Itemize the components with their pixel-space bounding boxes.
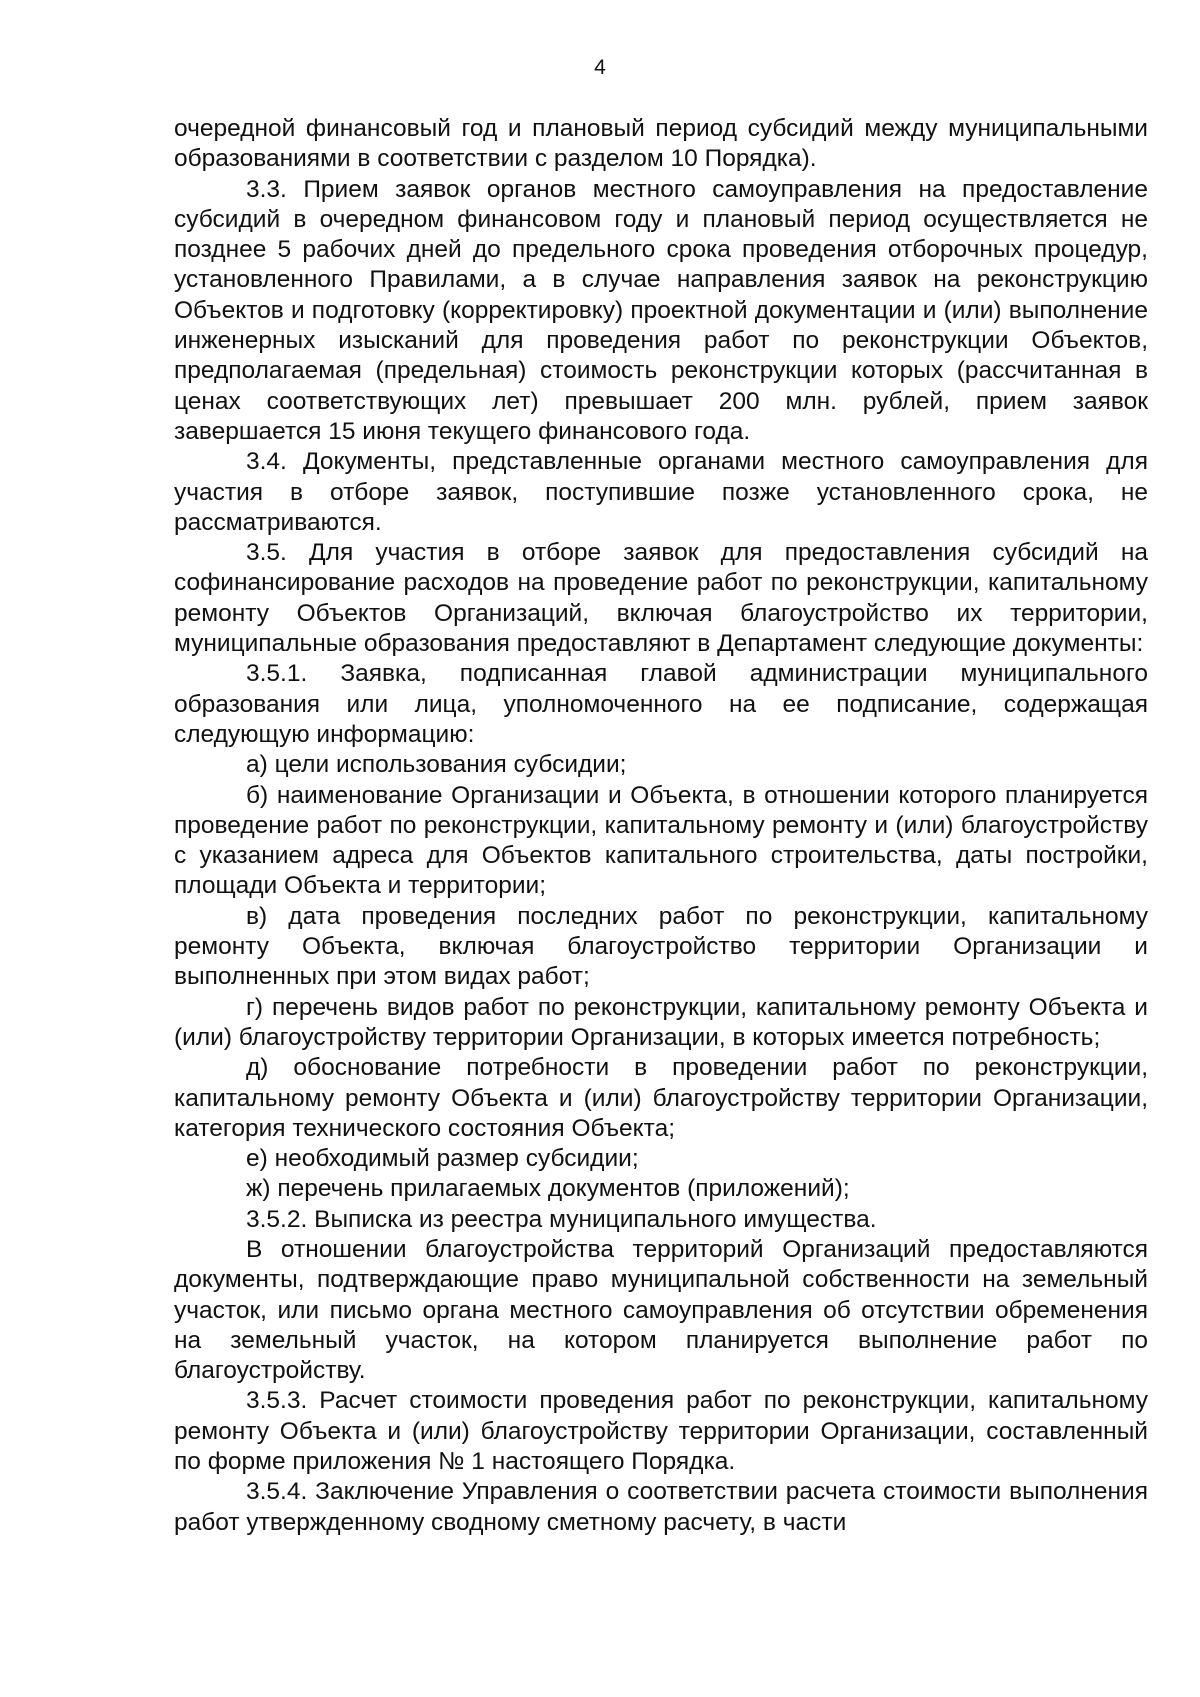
paragraph: б) наименование Организации и Объекта, в отношении которого планируется проведение работ по реконструкции, капитальному ремонту и (или) благоустройству с указанием адреса для Объектов капитального строительства, даты постройки, площади Объекта и территории; — [174, 781, 1148, 900]
paragraph: а) цели использования субсидии; — [246, 751, 627, 779]
paragraph: ж) перечень прилагаемых документов (приложений); — [246, 1175, 850, 1203]
paragraph: 3.5.4. Заключение Управления о соответствии расчета стоимости выполнения работ утвержденному сводному сметному расчету, в части — [174, 1478, 1148, 1536]
paragraph: очередной финансовый год и плановый период субсидий между муниципальными образованиями в соответствии с разделом 10 Порядка). — [174, 115, 1148, 173]
paragraph: 3.5.2. Выписка из реестра муниципального имущества. — [246, 1205, 877, 1233]
document-body — [174, 114, 1148, 1538]
paragraph: 3.5. Для участия в отборе заявок для предоставления субсидий на софинансирование расходов на проведение работ по реконструкции, капитальному ремонту Объектов Организаций, включая благоустройство их территории, муниципальные образования предоставляют в Департамент следующие документы: — [174, 539, 1148, 658]
paragraph: в) дата проведения последних работ по реконструкции, капитальному ремонту Объекта, включая благоустройство территории Организации и выполненных при этом видах работ; — [174, 902, 1148, 991]
paragraph: 3.5.3. Расчет стоимости проведения работ по реконструкции, капитальному ремонту Объекта и (или) благоустройству территории Организации, составленный по форме приложения № 1 настоящего Порядка. — [174, 1387, 1148, 1476]
paragraph: е) необходимый размер субсидии; — [246, 1145, 639, 1173]
paragraph: г) перечень видов работ по реконструкции, капитальному ремонту Объекта и (или) благоустройству территории Организации, в которых имеется потребность; — [174, 993, 1148, 1051]
paragraph: 3.5.1. Заявка, подписанная главой администрации муниципального образования или лица, уполномоченного на ее подписание, содержащая следующую информацию: — [174, 660, 1148, 748]
paragraph: 3.3. Прием заявок органов местного самоуправления на предоставление субсидий в очередном финансовом году и плановый период осуществляется не позднее 5 рабочих дней до предельного срока проведения отборочных процедур, установленного Правилами, а в случае направления заявок на реконструкцию Объектов и подготовку (корректировку) проектной документации и (или) выполнение инженерных изысканий для проведения работ по реконструкции Объектов, предполагаемая (предельная) стоимость реконструкции которых (рассчитанная в ценах соответствующих лет) превышает 200 млн. рублей, прием заявок завершается 15 июня текущего финансового года. — [174, 175, 1148, 445]
paragraph: В отношении благоустройства территорий Организаций предоставляются документы, подтверждающие право муниципальной собственности на земельный участок, или письмо органа местного самоуправления об отсутствии обременения на земельный участок, на котором планируется выполнение работ по благоустройству. — [174, 1235, 1148, 1385]
page-number: 4 — [594, 56, 606, 79]
paragraph: 3.4. Документы, представленные органами местного самоуправления для участия в отборе заявок, поступившие позже установленного срока, не рассматриваются. — [174, 448, 1148, 536]
paragraph: д) обоснование потребности в проведении работ по реконструкции, капитальному ремонту Объекта и (или) благоустройству территории Организации, категория технического состояния Объекта; — [174, 1054, 1148, 1142]
